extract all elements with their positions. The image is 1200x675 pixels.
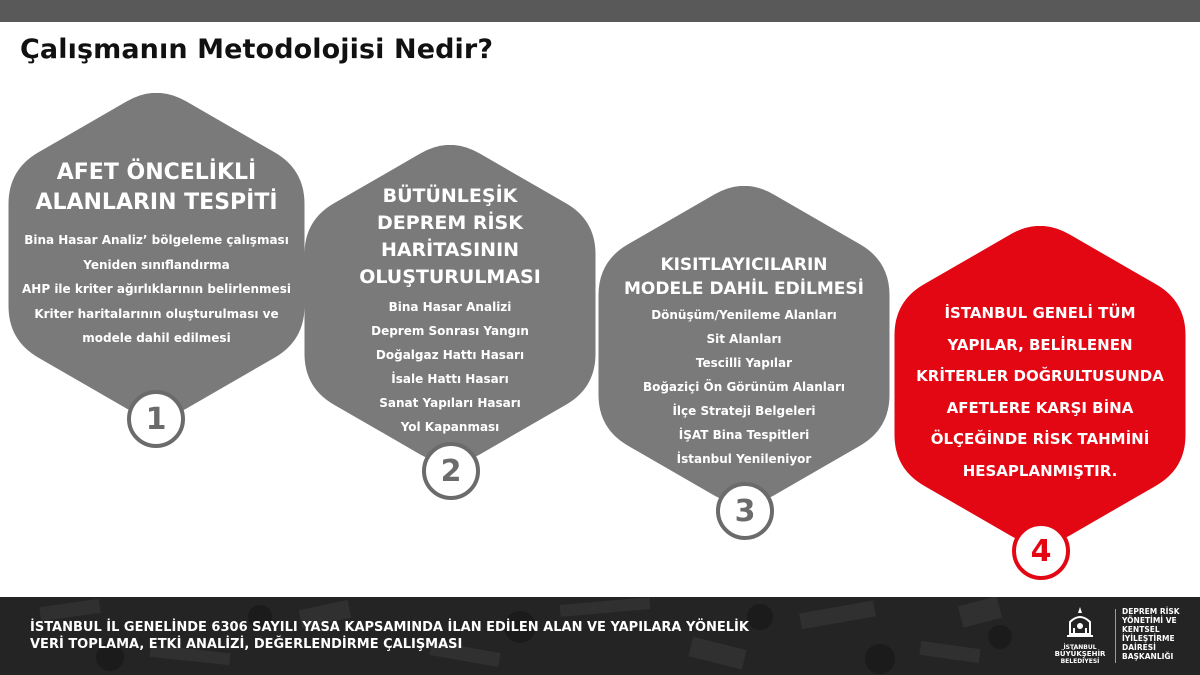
step-1-heading	[8, 158, 305, 218]
step-2-heading-line: HARİTASININ	[380, 239, 520, 261]
statement-line: AFETLERE KARŞI BİNA	[946, 398, 1134, 417]
ibb-logo	[1050, 604, 1110, 670]
step-2-hexagon	[304, 145, 596, 463]
logo-caption-line: BELEDİYESİ	[1060, 658, 1100, 665]
page-title: Çalışmanın Metodolojisi Nedir?	[20, 34, 494, 65]
top-bar	[0, 0, 1200, 22]
list-item: Boğaziçi Ön Görünüm Alanları	[642, 380, 846, 394]
step-2-heading	[304, 183, 596, 291]
footer-caption-line: İSTANBUL İL GENELİNDE 6306 SAYILI YASA KAPSAMINDA İLAN EDİLEN ALAN VE YAPILARA YÖNELİK	[30, 620, 749, 635]
list-item: Sit Alanları	[706, 332, 782, 346]
step-1-heading-line: AFET ÖNCELİKLİ	[56, 160, 257, 185]
list-item: Doğalgaz Hattı Hasarı	[375, 348, 525, 362]
step-2-heading-line: DEPREM RİSK	[377, 212, 523, 234]
list-item: Kriter haritalarının oluşturulması ve	[34, 306, 279, 321]
list-item: İsale Hattı Hasarı	[391, 372, 509, 386]
department-line: DEPREM RİSK	[1122, 607, 1180, 616]
step-2-number-badge: 2	[422, 442, 480, 500]
step-3-number-badge: 3	[716, 482, 774, 540]
logo-caption-line: İSTANBUL	[1063, 644, 1097, 651]
list-item: Yeniden sınıflandırma	[83, 257, 230, 272]
logo-caption	[1050, 644, 1110, 665]
step-1-hexagon	[8, 93, 305, 417]
list-item: İŞAT Bina Tespitleri	[678, 428, 810, 442]
list-item: Bina Hasar Analiz’ bölgeleme çalışması	[24, 233, 289, 247]
department-name	[1122, 607, 1198, 661]
list-item: İstanbul Yenileniyor	[676, 452, 812, 466]
step-1-list	[8, 228, 305, 351]
logo-caption-line: BÜYÜKŞEHİR	[1054, 650, 1106, 658]
step-2-heading-line: OLUŞTURULMASI	[359, 266, 541, 288]
statement-line: KRİTERLER DOĞRULTUSUNDA	[916, 367, 1164, 385]
list-item: İlçe Strateji Belgeleri	[672, 404, 816, 418]
list-item: Bina Hasar Analizi	[388, 300, 512, 314]
statement-line: İSTANBUL GENELİ TÜM	[944, 304, 1136, 322]
step-2-list	[304, 295, 596, 439]
step-3-list	[598, 303, 890, 471]
step-3-heading-line: MODELE DAHİL EDİLMESİ	[623, 279, 864, 299]
step-3-heading-line: KISITLAYICILARIN	[660, 255, 828, 275]
step-2-heading-line: BÜTÜNLEŞİK	[382, 185, 518, 207]
department-line: İYİLEŞTİRME	[1122, 634, 1175, 643]
step-4-hexagon	[894, 226, 1186, 544]
footer-caption-line: VERİ TOPLAMA, ETKİ ANALİZİ, DEĞERLENDİRME ÇALIŞMASI	[30, 637, 463, 652]
logo-divider	[1115, 609, 1116, 663]
list-item: modele dahil edilmesi	[82, 331, 231, 345]
step-4-statement	[894, 298, 1186, 487]
ibb-emblem-icon	[1062, 604, 1098, 640]
list-item: AHP ile kriter ağırlıklarının belirlenmesi	[22, 282, 291, 296]
list-item: Sanat Yapıları Hasarı	[379, 396, 521, 410]
step-1-number-badge: 1	[127, 390, 185, 448]
list-item: Tescilli Yapılar	[695, 356, 793, 370]
footer-banner	[0, 597, 1200, 675]
step-4-number-badge: 4	[1012, 522, 1070, 580]
step-3-hexagon	[598, 186, 890, 504]
step-1-heading-line: ALANLARIN TESPİTİ	[35, 190, 278, 215]
department-line: YÖNETİMİ VE	[1122, 616, 1177, 625]
department-line: BAŞKANLIĞI	[1122, 652, 1174, 661]
list-item: Yol Kapanması	[400, 420, 500, 434]
department-line: DAİRESİ	[1122, 643, 1156, 652]
department-line: KENTSEL	[1122, 625, 1160, 634]
statement-line: ÖLÇEĞİNDE RİSK TAHMİNİ	[930, 430, 1150, 448]
list-item: Dönüşüm/Yenileme Alanları	[651, 308, 837, 322]
step-3-heading	[598, 253, 890, 301]
footer-caption	[30, 619, 749, 653]
statement-line: HESAPLANMIŞTIR.	[962, 461, 1118, 480]
list-item: Deprem Sonrası Yangın	[371, 324, 529, 338]
statement-line: YAPILAR, BELİRLENEN	[947, 335, 1133, 354]
